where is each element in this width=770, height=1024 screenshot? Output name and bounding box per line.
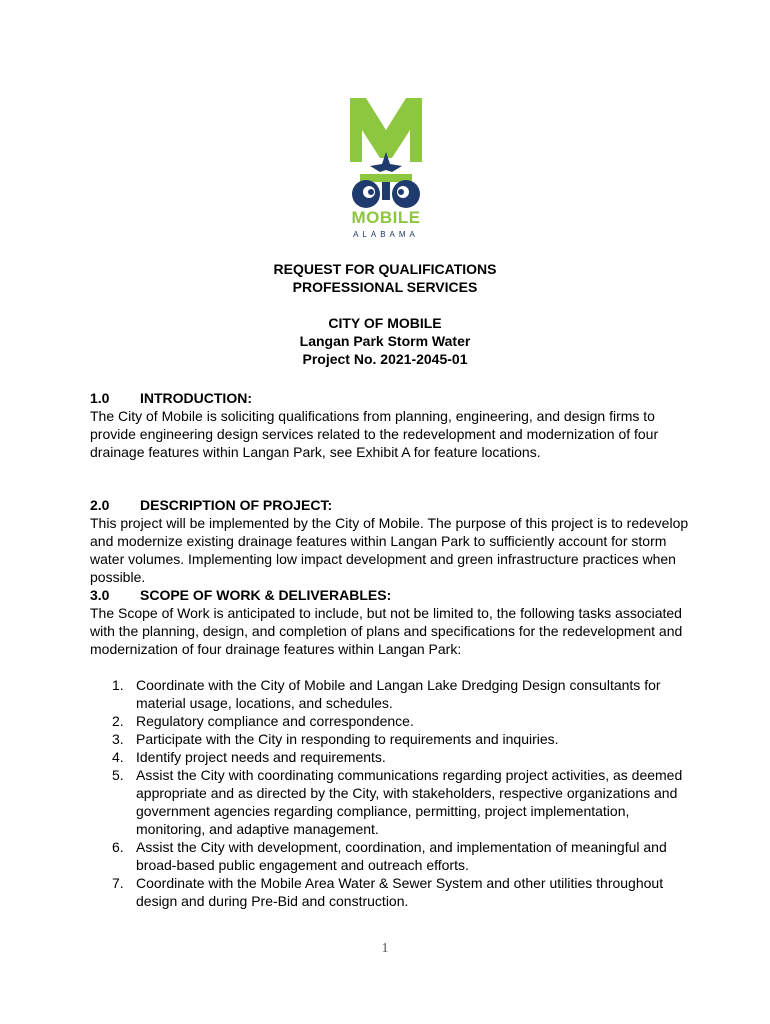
list-text: Identify project needs and requirements. — [136, 749, 386, 765]
list-item — [90, 874, 690, 910]
list-number: 5. — [112, 767, 124, 783]
task-list — [90, 676, 690, 910]
list-item — [90, 712, 690, 730]
section-number: 3.0 — [90, 587, 110, 603]
list-number: 6. — [112, 839, 124, 855]
rfq-title: REQUEST FOR QUALIFICATIONS — [273, 261, 497, 277]
list-text: Assist the City with development, coordination, and implementation of meaningful and broad-based public engagement and outreach efforts. — [136, 839, 667, 873]
list-number: 2. — [112, 713, 124, 729]
list-number: 3. — [112, 731, 124, 747]
list-text: Participate with the City in responding to requirements and inquiries. — [136, 731, 559, 747]
section-title: INTRODUCTION: — [140, 390, 252, 406]
section-title: SCOPE OF WORK & DELIVERABLES: — [140, 587, 392, 603]
list-item — [90, 730, 690, 748]
section-description — [90, 496, 690, 586]
list-text: Regulatory compliance and correspondence. — [136, 713, 414, 729]
section-introduction — [90, 389, 690, 461]
section-heading — [90, 586, 690, 604]
section-number: 1.0 — [90, 390, 110, 406]
section-heading — [90, 496, 690, 514]
list-text: Coordinate with the Mobile Area Water & Sewer System and other utilities throughout design and during Pre-Bid and construction. — [136, 875, 664, 909]
project-name: Langan Park Storm Water — [299, 333, 471, 349]
mobile-alabama-logo — [340, 96, 432, 244]
section-body: The City of Mobile is soliciting qualifications from planning, engineering, and design firms to provide engineering design services related to the redevelopment and modernization of four drainage features within Langan Park, see Exhibit A for feature locations. — [90, 408, 659, 460]
list-item — [90, 676, 690, 712]
section-body: This project will be implemented by the City of Mobile. The purpose of this project is to redevelop and modernize existing drainage features within Langan Park to sufficiently account for storm water volumes. Implementing low impact development and green infrastructure practices when possible. — [90, 515, 689, 585]
page-number: 1 — [381, 941, 389, 956]
list-item — [90, 748, 690, 766]
rfq-subtitle: PROFESSIONAL SERVICES — [292, 279, 478, 295]
section-body: The Scope of Work is anticipated to include, but not be limited to, the following tasks associated with the planning, design, and completion of plans and specifications for the redevelopment and modernization of four drainage features within Langan Park: — [90, 605, 683, 657]
list-text: Coordinate with the City of Mobile and Langan Lake Dredging Design consultants for material usage, locations, and schedules. — [136, 677, 661, 711]
section-scope — [90, 586, 690, 658]
project-number: Project No. 2021-2045-01 — [302, 351, 468, 367]
list-text: Assist the City with coordinating communications regarding project activities, as deemed appropriate and as directed by the City, with stakeholders, respective organizations and government agencies regarding compliance, permitting, project implementation, monitoring, and adaptive management. — [136, 767, 683, 837]
list-number: 7. — [112, 875, 124, 891]
section-title: DESCRIPTION OF PROJECT: — [140, 497, 333, 513]
logo-state: ALABAMA — [353, 230, 419, 239]
section-number: 2.0 — [90, 497, 110, 513]
logo-wordmark: MOBILE — [351, 208, 421, 227]
list-item — [90, 838, 690, 874]
city-name: CITY OF MOBILE — [328, 315, 442, 331]
list-item — [90, 766, 690, 838]
list-number: 1. — [112, 677, 124, 693]
list-number: 4. — [112, 749, 124, 765]
section-heading — [90, 389, 690, 407]
